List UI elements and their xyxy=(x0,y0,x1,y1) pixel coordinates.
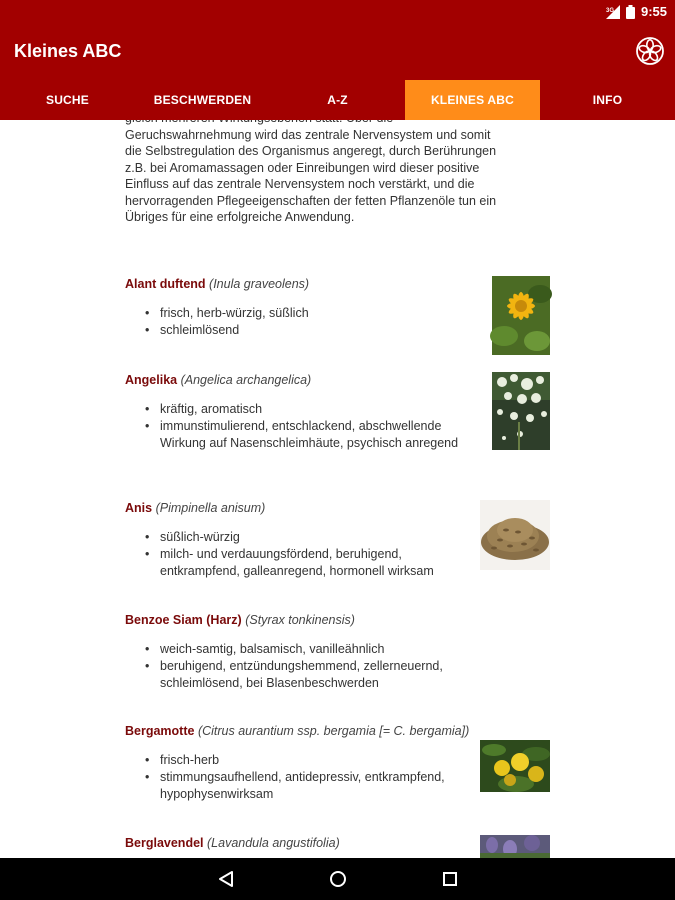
list-item: • weich-samtig, balsamisch, vanilleähnlich xyxy=(145,641,555,658)
list-item: • stimmungsaufhellend, antidepressiv, entkrampfend, hypophysenwirksam xyxy=(145,769,465,803)
intro-line: hervorragenden Pflegeeigenschaften der fetten Pflanzenöle tun ein xyxy=(125,193,497,208)
app-bar xyxy=(0,24,675,80)
anise-seeds-image[interactable] xyxy=(480,500,550,570)
tab-beschwerden[interactable]: BESCHWERDEN xyxy=(153,93,252,107)
page-title: Kleines ABC xyxy=(14,41,122,61)
entry-name[interactable]: Anis xyxy=(125,501,153,515)
list-item: • frisch-herb xyxy=(145,752,555,769)
intro-line: Übriges für eine erfolgreiche Anwendung. xyxy=(125,210,355,224)
entry-points xyxy=(125,641,555,692)
battery-icon xyxy=(626,5,635,19)
list-item: • beruhigend, entzündungshemmend, zellerneuernd, schleimlösend, bei Blasenbeschwerden xyxy=(145,658,475,692)
inula-flower-image[interactable] xyxy=(492,276,550,355)
entry-alant xyxy=(125,276,555,339)
bergamot-fruit-image[interactable] xyxy=(480,740,550,792)
status-bar xyxy=(0,0,675,24)
tab-suche[interactable]: SUCHE xyxy=(45,93,89,107)
lavender-image[interactable] xyxy=(480,835,550,858)
cell-signal-icon xyxy=(606,5,620,19)
intro-line: z.B. bei Aromamassagen oder Einreibungen wird dieser positive xyxy=(125,160,480,175)
tab-kleines-abc[interactable]: KLEINES ABC xyxy=(405,80,540,120)
angelica-plant-image[interactable] xyxy=(492,372,550,450)
back-icon[interactable] xyxy=(170,858,282,900)
entry-latin-name: (Pimpinella anisum) xyxy=(155,501,266,515)
entry-name[interactable]: Berglavendel xyxy=(125,836,204,850)
intro-line: die Selbstregulation des Organismus angeregt, durch Berührungen xyxy=(125,144,497,158)
content-scroll-area[interactable] xyxy=(0,120,675,858)
entry-name[interactable]: Benzoe Siam (Harz) xyxy=(125,613,242,627)
intro-text xyxy=(125,110,555,226)
tab-info[interactable]: INFO xyxy=(592,93,623,107)
list-item: • kräftig, aromatisch xyxy=(145,401,555,418)
entry-latin-name: (Lavandula angustifolia) xyxy=(207,836,340,850)
status-time: 9:55 xyxy=(640,4,667,19)
entry-benzoe xyxy=(125,612,555,692)
entry-angelika xyxy=(125,372,555,452)
entry-points xyxy=(125,401,555,452)
svg-text:3G: 3G xyxy=(605,7,614,14)
entry-name[interactable]: Bergamotte xyxy=(125,724,195,738)
home-icon[interactable] xyxy=(282,858,394,900)
top-bar xyxy=(0,0,675,120)
entry-latin-name: (Inula graveolens) xyxy=(209,277,310,291)
recents-icon[interactable] xyxy=(394,858,506,900)
list-item: • schleimlösend xyxy=(145,322,555,339)
system-nav-bar xyxy=(0,858,675,900)
entry-latin-name: (Angelica archangelica) xyxy=(180,373,312,387)
entry-name[interactable]: Angelika xyxy=(125,373,178,387)
entry-name[interactable]: Alant duftend xyxy=(125,277,206,291)
entry-latin-name: (Styrax tonkinensis) xyxy=(245,613,355,627)
list-item: • immunstimulierend, entschlackend, abschwellende Wirkung auf Nasenschleimhäute, psychisch anregend xyxy=(145,418,485,452)
list-item: • frisch, herb-würzig, süßlich xyxy=(145,305,555,322)
list-item: • milch- und verdauungsfördend, beruhigend, entkrampfend, galleanregend, hormonell wirksam xyxy=(145,546,465,580)
tab-bar xyxy=(0,80,675,120)
list-item: • süßlich-würzig xyxy=(145,529,555,546)
intro-line: Einfluss auf das zentrale Nervensystem noch verstärkt, und die xyxy=(125,177,475,191)
entry-latin-name: (Citrus aurantium ssp. bergamia [= C. bergamia]) xyxy=(197,724,470,738)
flower-icon[interactable] xyxy=(635,36,665,66)
intro-line: Geruchswahrnehmung wird das zentrale Nervensystem und somit xyxy=(125,127,491,142)
tab-a-z[interactable]: A-Z xyxy=(327,93,348,107)
